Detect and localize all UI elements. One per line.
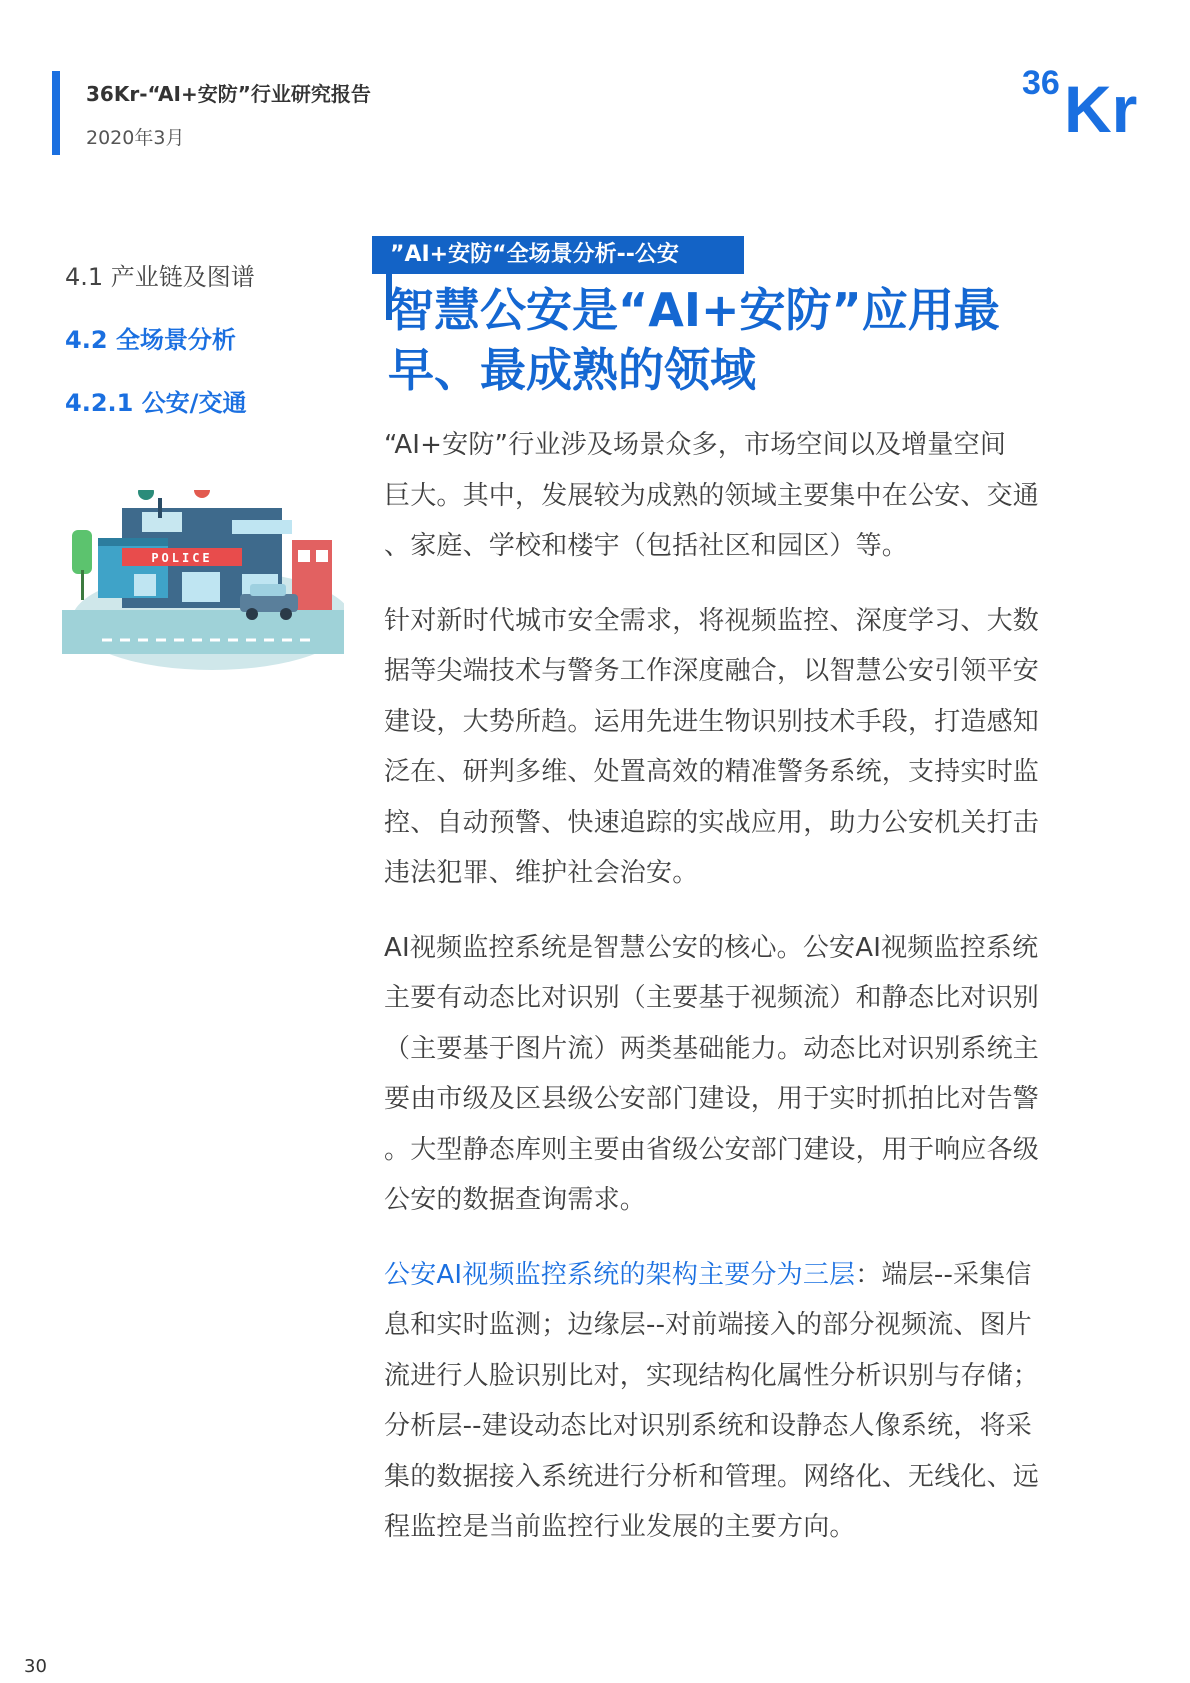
text-line: 集的数据接入系统进行分析和管理。网络化、无线化、远	[384, 1461, 1040, 1492]
paragraph-4	[384, 1250, 1092, 1553]
text-line: 要由市级及区县级公安部门建设，用于实时抓拍比对告警	[384, 1084, 1040, 1114]
text-line: AI视频监控系统是智慧公安的核心。公安AI视频监控系统	[384, 932, 1039, 963]
report-title: 36Kr-“AI+安防”行业研究报告	[86, 82, 371, 106]
headline-line-1: 智慧公安是“AI+安防”应用最	[388, 283, 1000, 337]
headline-line-2: 早、最成熟的领域	[388, 343, 756, 397]
paragraph-2	[384, 596, 1092, 899]
text-line: 。大型静态库则主要由省级公安部门建设，用于响应各级	[384, 1134, 1040, 1165]
text-line-first	[384, 1250, 1092, 1301]
text-line: 巨大。其中，发展较为成熟的领域主要集中在公安、交通	[384, 480, 1040, 511]
text-line: （主要基于图片流）两类基础能力。动态比对识别系统主	[384, 1033, 1040, 1064]
section-nav	[65, 262, 255, 451]
text-fragment: ：端层--采集信	[855, 1259, 1032, 1290]
police-sign-text: POLICE	[151, 551, 213, 565]
toc-item-4-2[interactable]: 4.2 全场景分析	[65, 326, 236, 354]
text-line: 违法犯罪、维护社会治安。	[384, 858, 699, 888]
toc-item-4-2-1[interactable]: 4.2.1 公安/交通	[65, 389, 247, 417]
text-line: 息和实时监测；边缘层--对前端接入的部分视频流、图片	[384, 1310, 1032, 1340]
body-text	[384, 420, 1092, 1577]
svg-text:Kr: Kr	[1064, 72, 1138, 142]
text-line: 针对新时代城市安全需求，将视频监控、深度学习、大数	[384, 605, 1040, 636]
paragraph-1	[384, 420, 1092, 572]
36kr-logo	[1020, 62, 1160, 142]
text-line: 分析层--建设动态比对识别系统和设静态人像系统，将采	[384, 1411, 1032, 1441]
text-line: 、家庭、学校和楼宇（包括社区和园区）等。	[384, 531, 909, 561]
header-accent-bar	[52, 71, 60, 155]
highlight-text: 公安AI视频监控系统的架构主要分为三层	[384, 1259, 856, 1290]
page-number: 30	[24, 1656, 47, 1677]
toc-item-4-1[interactable]: 4.1 产业链及图谱	[65, 263, 255, 291]
text-line: 流进行人脸识别比对，实现结构化属性分析识别与存储；	[384, 1360, 1040, 1391]
text-line: 据等尖端技术与警务工作深度融合，以智慧公安引领平安	[384, 656, 1040, 686]
headline	[388, 280, 1108, 400]
paragraph-3	[384, 923, 1092, 1226]
text-line: 主要有动态比对识别（主要基于视频流）和静态比对识别	[384, 983, 1040, 1013]
text-line: 控、自动预警、快速追踪的实战应用，助力公安机关打击	[384, 807, 1040, 838]
svg-text:36: 36	[1022, 64, 1060, 102]
text-line: 建设，大势所趋。运用先进生物识别技术手段，打造感知	[384, 706, 1040, 737]
text-line: 泛在、研判多维、处置高效的精准警务系统，支持实时监	[384, 757, 1040, 787]
text-line: 公安的数据查询需求。	[384, 1185, 647, 1215]
section-tag: ”AI+安防“全场景分析--公安	[372, 236, 744, 274]
report-date: 2020年3月	[86, 127, 185, 149]
text-line: 程监控是当前监控行业发展的主要方向。	[384, 1512, 856, 1542]
police-station-illustration	[62, 490, 344, 680]
text-line: “AI+安防”行业涉及场景众多，市场空间以及增量空间	[384, 430, 1007, 460]
